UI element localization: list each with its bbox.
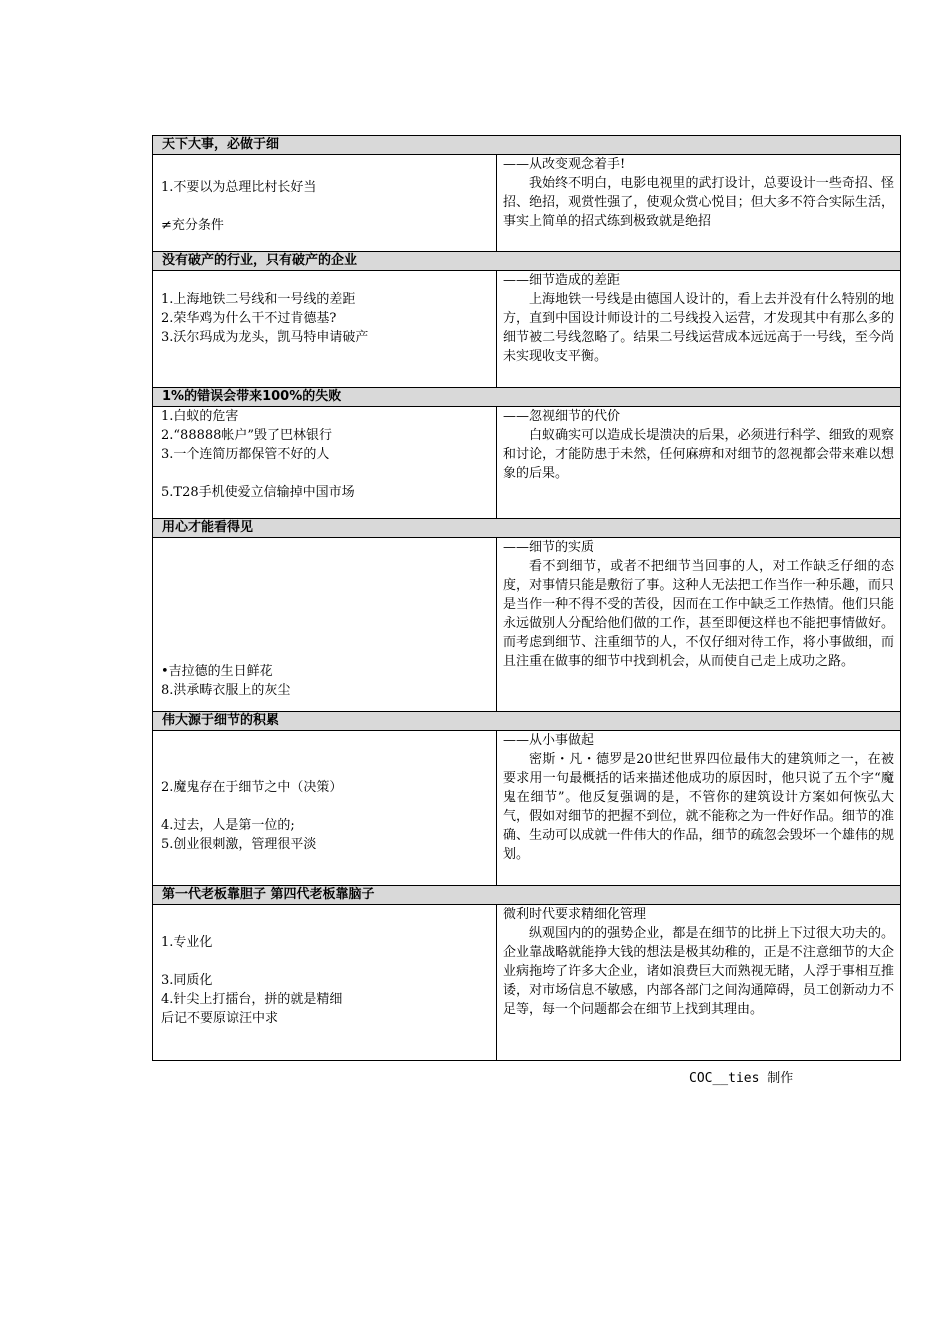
section-points bbox=[153, 905, 497, 1061]
section-points bbox=[153, 407, 497, 519]
point-item bbox=[161, 159, 488, 178]
section-commentary bbox=[497, 155, 901, 252]
commentary-subtitle: ——忽视细节的代价 bbox=[503, 409, 621, 424]
point-item: 1.专业化 bbox=[161, 935, 213, 950]
section-points bbox=[153, 271, 497, 388]
commentary-body: 上海地铁一号线是由德国人设计的，看上去并没有什么特别的地方，直到中国设计师设计的二号线投入运营，才发现其中有那么多的细节被二号线忽略了。结果二号线运营成本远远高于一号线，至今尚未实现收支平衡。 bbox=[503, 292, 894, 364]
section-points bbox=[153, 731, 497, 886]
point-item: 2.“88888帐户”毁了巴林银行 bbox=[161, 428, 333, 443]
content-table bbox=[152, 135, 901, 1061]
section-header-row bbox=[153, 712, 901, 731]
section-header-row bbox=[153, 519, 901, 538]
section-header-row bbox=[153, 252, 901, 271]
commentary-body: 我始终不明白，电影电视里的武打设计，总要设计一些奇招、怪招、绝招，观赏性强了，使观众赏心悦目；但大多不符合实际生活，事实上简单的招式练到极致就是绝招 bbox=[503, 176, 894, 229]
point-item bbox=[161, 271, 488, 290]
point-item: 2.魔鬼存在于细节之中（决策） bbox=[161, 780, 343, 795]
section-header: 1%的错误会带来100%的失败 bbox=[153, 388, 901, 407]
section-row bbox=[153, 731, 901, 886]
section-points bbox=[153, 538, 497, 712]
commentary-subtitle: ——从小事做起 bbox=[503, 733, 595, 748]
point-item: 后记不要原谅汪中求 bbox=[161, 1011, 279, 1026]
commentary-body: 密斯・凡・德罗是20世纪世界四位最伟大的建筑师之一，在被要求用一句最概括的话来描述他成功的原因时，他只说了五个字“魔鬼在细节”。他反复强调的是，不管你的建筑设计方案如何恢弘大气，假如对细节的把握不到位，就不能称之为一件好作品。细节的准确、生动可以成就一件伟大的作品，细节的疏忽会毁坏一个雄伟的规划。 bbox=[503, 752, 894, 862]
section-commentary bbox=[497, 731, 901, 886]
section-row bbox=[153, 538, 901, 712]
point-item bbox=[161, 197, 488, 216]
section-header: 没有破产的行业，只有破产的企业 bbox=[153, 252, 901, 271]
point-item: •吉拉德的生日鲜花 bbox=[161, 664, 273, 679]
section-commentary bbox=[497, 905, 901, 1061]
section-header: 天下大事，必做于细 bbox=[153, 136, 901, 155]
footer-credit: COC__ties 制作 bbox=[689, 1071, 794, 1086]
section-row bbox=[153, 407, 901, 519]
section-commentary bbox=[497, 271, 901, 388]
point-item bbox=[161, 952, 488, 971]
point-item bbox=[161, 797, 488, 816]
section-row bbox=[153, 271, 901, 388]
commentary-subtitle: 微利时代要求精细化管理 bbox=[503, 907, 647, 922]
point-item: 1.上海地铁二号线和一号线的差距 bbox=[161, 292, 356, 307]
point-item: 1.白蚁的危害 bbox=[161, 409, 239, 424]
point-item: 5.T28手机使爱立信输掉中国市场 bbox=[161, 485, 355, 500]
point-item: 5.创业很刺激，管理很平淡 bbox=[161, 837, 317, 852]
section-header: 伟大源于细节的积累 bbox=[153, 712, 901, 731]
section-row bbox=[153, 905, 901, 1061]
section-header-row bbox=[153, 388, 901, 407]
point-item: 3.一个连简历都保管不好的人 bbox=[161, 447, 330, 462]
section-row bbox=[153, 155, 901, 252]
commentary-subtitle: ——细节的实质 bbox=[503, 540, 595, 555]
section-commentary bbox=[497, 407, 901, 519]
point-item: 4.针尖上打擂台，拼的就是精细 bbox=[161, 992, 343, 1007]
section-header: 第一代老板靠胆子 第四代老板靠脑子 bbox=[153, 886, 901, 905]
commentary-subtitle: ——从改变观念着手! bbox=[503, 157, 626, 172]
commentary-subtitle: ——细节造成的差距 bbox=[503, 273, 621, 288]
point-item: 2.荣华鸡为什么干不过肯德基? bbox=[161, 311, 337, 326]
section-commentary bbox=[497, 538, 901, 712]
point-item: 3.沃尔玛成为龙头，凯马特申请破产 bbox=[161, 330, 369, 345]
commentary-body: 看不到细节，或者不把细节当回事的人，对工作缺乏仔细的态度，对事情只能是敷衍了事。这种人无法把工作当作一种乐趣，而只是当作一种不得不受的苦役，因而在工作中缺乏工作热情。他们只能永远做别人分配给他们做的工作，甚至即便这样也不能把事情做好。而考虑到细节、注重细节的人，不仅仔细对待工作，将小事做细，而且注重在做事的细节中找到机会，从而使自己走上成功之路。 bbox=[503, 559, 894, 669]
commentary-body: 纵观国内的的强势企业，都是在细节的比拼上下过很大功夫的。企业靠战略就能挣大钱的想法是极其幼稚的，正是不注意细节的大企业病拖垮了许多大企业，诸如浪费巨大而熟视无睹，人浮于事相互推诿，对市场信息不敏感，内部各部门之间沟通障碍，员工创新动力不足等，每一个问题都会在细节上找到其理由。 bbox=[503, 926, 894, 1017]
point-item: ≠充分条件 bbox=[161, 218, 224, 233]
section-header-row bbox=[153, 136, 901, 155]
point-item bbox=[161, 464, 488, 483]
commentary-body: 白蚁确实可以造成长堤溃决的后果，必须进行科学、细致的观察和讨论，才能防患于未然，任何麻痹和对细节的忽视都会带来难以想象的后果。 bbox=[503, 428, 894, 481]
section-header: 用心才能看得见 bbox=[153, 519, 901, 538]
point-item: 8.洪承畴衣服上的灰尘 bbox=[161, 683, 291, 698]
section-header-row bbox=[153, 886, 901, 905]
section-points bbox=[153, 155, 497, 252]
point-item: 4.过去，人是第一位的; bbox=[161, 818, 295, 833]
point-item: 1.不要以为总理比村长好当 bbox=[161, 180, 317, 195]
point-item: 3.同质化 bbox=[161, 973, 213, 988]
